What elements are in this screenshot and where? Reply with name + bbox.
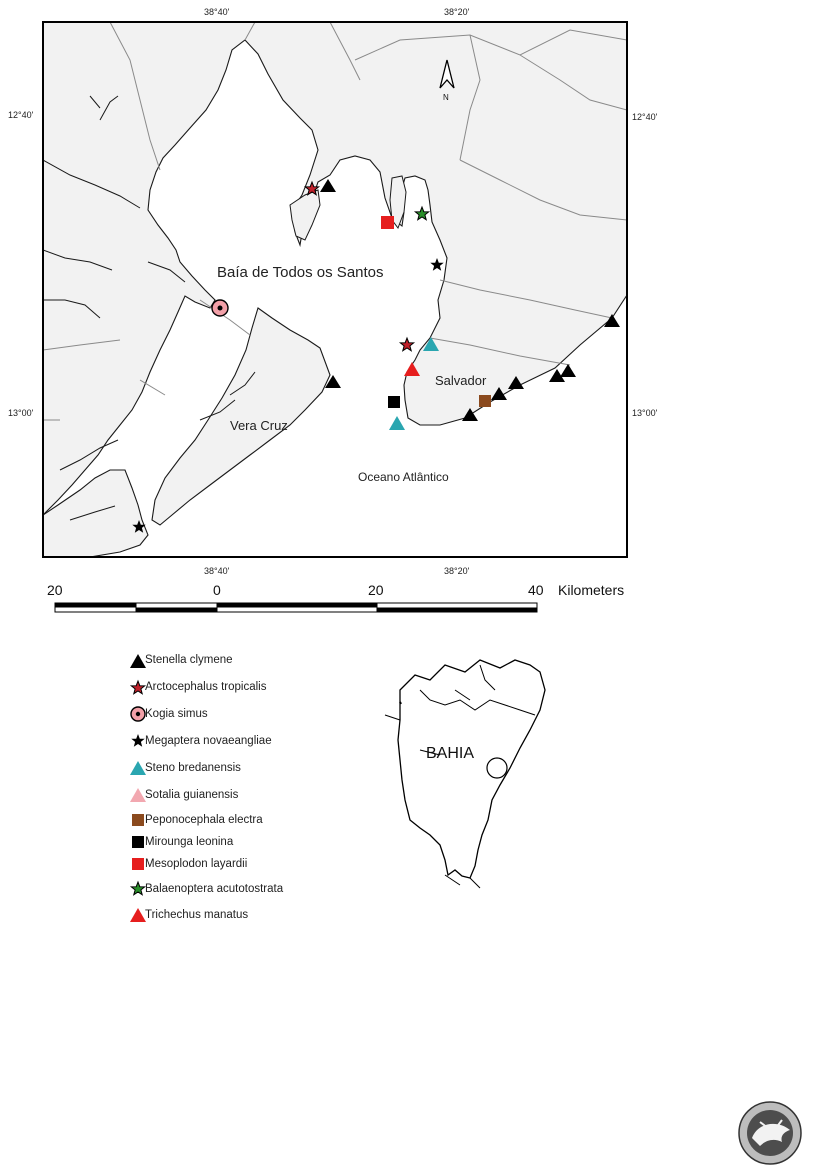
place-vera-cruz: Vera Cruz — [230, 418, 288, 433]
legend-item — [125, 785, 238, 805]
coord-left-lower: 13°00' — [8, 408, 34, 418]
legend-label: Kogia simus — [145, 708, 208, 720]
legend-item — [125, 677, 266, 697]
coord-right-lower: 13°00' — [632, 408, 658, 418]
coord-left-upper: 12°40' — [8, 110, 34, 120]
legend-label: Mesoplodon layardii — [145, 858, 248, 870]
legend-label: Stenella clymene — [145, 654, 233, 666]
legend-label: Balaenoptera acutotostrata — [145, 883, 284, 895]
marker-kogia-simus-dot — [218, 306, 223, 311]
legend-label: Megaptera novaeangliae — [145, 735, 272, 747]
inset-label-bahia: BAHIA — [426, 745, 475, 762]
legend-item — [125, 758, 241, 778]
scale-tick-left: 20 — [47, 582, 63, 598]
legend-label: Arctocephalus tropicalis — [145, 681, 267, 693]
legend-label: Sotalia guianensis — [145, 789, 239, 801]
scale-unit: Kilometers — [558, 582, 625, 598]
legend-item — [125, 879, 283, 899]
legend-label: Peponocephala electra — [145, 814, 263, 826]
inset-map — [385, 660, 545, 888]
marker-mirounga-leonina — [388, 396, 400, 408]
legend-item — [125, 704, 208, 724]
scale-bar — [55, 603, 537, 612]
inset-coast-dots — [400, 702, 401, 704]
legend-item — [125, 905, 248, 925]
scale-tick-zero: 0 — [213, 582, 221, 598]
north-label: N — [443, 93, 449, 102]
legend-label: Steno bredanensis — [145, 762, 241, 774]
coord-bottom-left: 38°40' — [204, 566, 230, 576]
legend-label: Trichechus manatus — [145, 909, 249, 921]
bay-label: Baía de Todos os Santos — [217, 264, 384, 281]
scale-tick-mid: 20 — [368, 582, 384, 598]
marker-peponocephala-electra — [479, 395, 491, 407]
inset-state-outline — [398, 660, 545, 878]
legend-item — [125, 810, 263, 830]
legend-item — [125, 832, 233, 852]
legend-item — [125, 650, 233, 670]
coord-top-left: 38°40' — [204, 7, 230, 17]
place-ocean: Oceano Atlântico — [358, 470, 449, 484]
place-salvador: Salvador — [435, 373, 487, 388]
coord-bottom-right: 38°20' — [444, 566, 470, 576]
scale-tick-right: 40 — [528, 582, 544, 598]
legend-label: Mirounga leonina — [145, 836, 234, 848]
coord-right-upper: 12°40' — [632, 112, 658, 122]
institute-logo — [739, 1102, 801, 1164]
legend-item — [125, 731, 272, 751]
coord-top-right: 38°20' — [444, 7, 470, 17]
marker-mesoplodon-layardii — [381, 216, 394, 229]
legend-item — [125, 854, 247, 874]
